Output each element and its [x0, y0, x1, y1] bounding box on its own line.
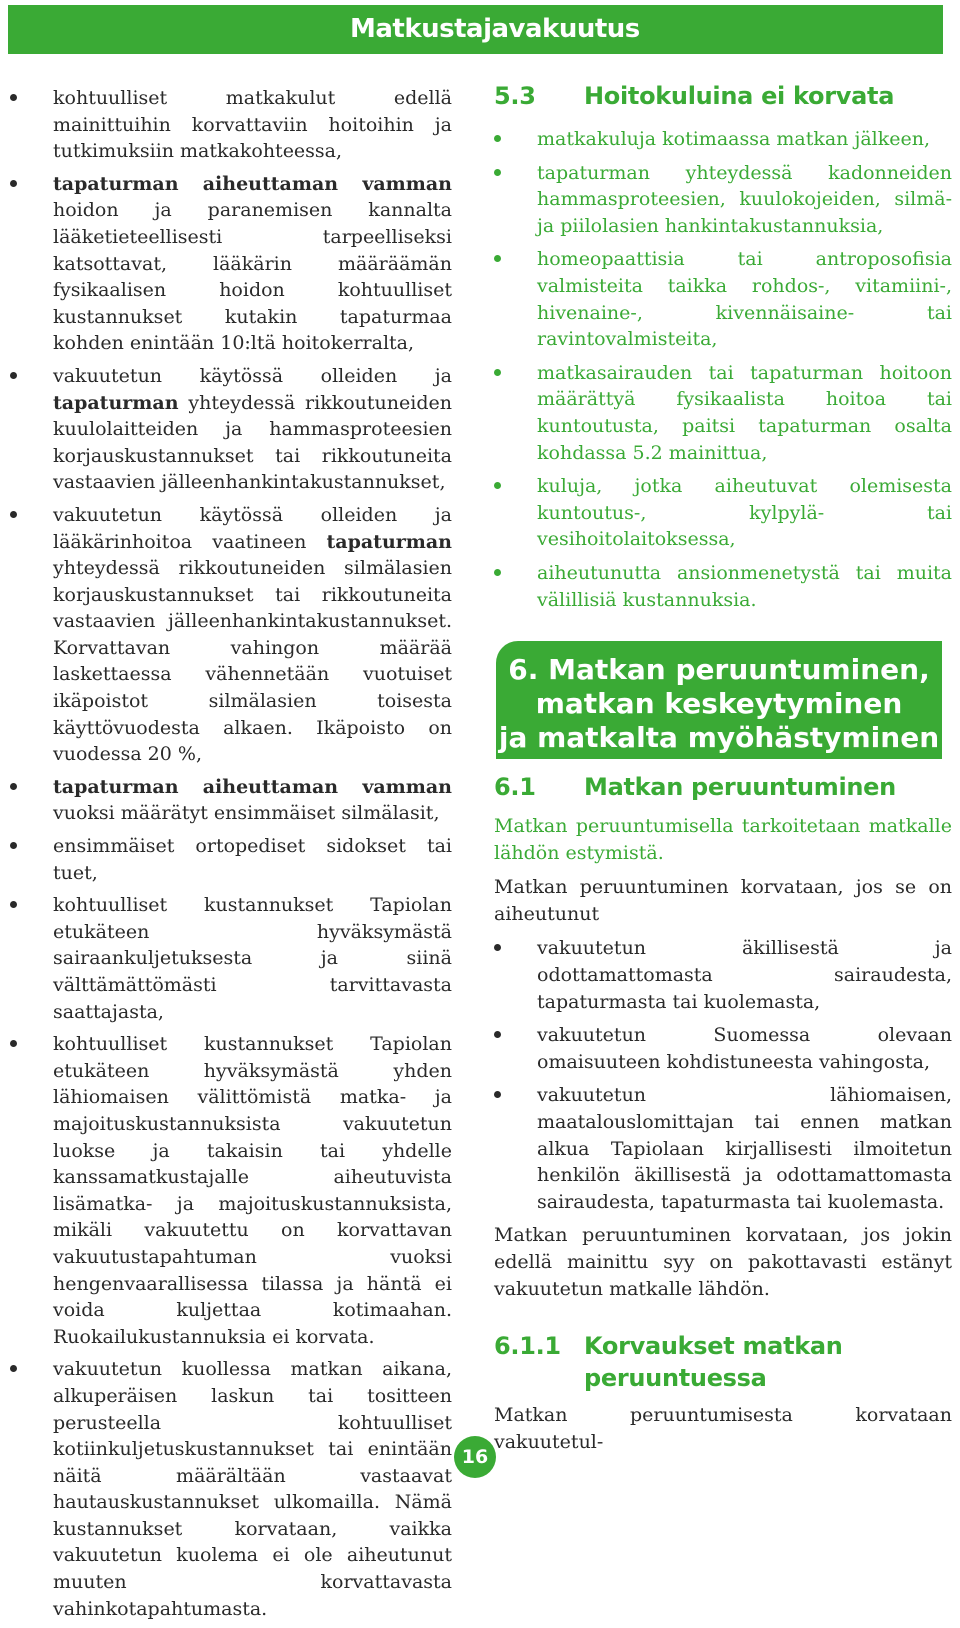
- page-title: Matkustajavakuutus: [350, 14, 640, 44]
- list-item: ensimmäiset ortopediset sidokset tai tuet,: [10, 833, 452, 886]
- list-item: kohtuulliset kustannukset Tapiolan etukäteen hyväksymästä yhden lähiomaisen välittömistä matka- ja majoituskustannuksista vakuutetun luokse ja takaisin tai yhdelle kanssamatkustajalle aiheutuvista lisämatka- ja majoituskustannuksista, mikäli vakuutettu on korvattavan vakuutustapahtuman vuoksi hengenvaarallisessa tilassa ja häntä ei voida kuljettaa kotimaahan. Ruokailukustannuksia ei korvata.: [10, 1031, 452, 1350]
- chapter-title-line: matkan keskeytyminen: [535, 687, 903, 721]
- right-column: [494, 80, 952, 1455]
- list-item: vakuutetun käytössä olleiden ja tapaturman yhteydessä rikkoutuneiden kuulolaitteiden ja hammasproteesien korjauskustannukset tai rikkoutuneita vastaavien jälleenhankintakustannukset,: [10, 363, 452, 496]
- definition-text: Matkan peruuntumisella tarkoitetaan matkalle lähdön estymistä.: [494, 815, 952, 864]
- list-item: vakuutetun käytössä olleiden ja lääkärinhoitoa vaatineen tapaturman yhteydessä rikkoutuneiden silmälasien korjauskustannukset tai rikkoutuneita vastaavien jälleenhankintakustannukset. Korvattavan vahingon määrää laskettaessa vähennetään vuotuiset ikäpoistot silmälasien toisesta käyttövuodesta alkaen. Ikäpoisto on vuodessa 20 %,: [10, 502, 452, 768]
- list-item: tapaturman yhteydessä kadonneiden hammasproteesien, kuulokojeiden, silmä- ja piilolasien hankintakustannuksia,: [494, 160, 952, 240]
- list-item: vakuutetun Suomessa olevaan omaisuuteen kohdistuneesta vahingosta,: [494, 1022, 952, 1075]
- intro-text: Matkan peruuntuminen korvataan, jos se on aiheutunut: [494, 876, 952, 925]
- list-item: vakuutetun kuollessa matkan aikana, alkuperäisen laskun tai tositteen perusteella kohtuulliset kotiinkuljetuskustannukset tai enintään näitä määrältään vastaavat hautauskustannukset ulkomailla. Nämä kustannukset korvataan, vaikka vakuutetun kuolema ei ole aiheutunut muuten korvattavasta vahinkotapahtumasta.: [10, 1356, 452, 1622]
- page-number: 16: [454, 1436, 496, 1478]
- section-title: Hoitokuluina ei korvata: [584, 82, 895, 110]
- section-6-1-heading: [494, 771, 952, 803]
- section-5-3-heading: [494, 80, 952, 112]
- list-item: vakuutetun lähiomaisen, maatalouslomittajan tai ennen matkan alkua Tapiolaan kirjallisesti ilmoitetun henkilön äkillisestä ja odottamattomasta sairaudesta, tapaturmasta tai kuolemasta.: [494, 1082, 952, 1215]
- chapter-6-heading: [496, 641, 942, 759]
- section-text: Matkan peruuntumisesta korvataan vakuutetul-: [494, 1404, 952, 1453]
- chapter-title-line: 6. Matkan peruuntuminen,: [508, 653, 930, 687]
- closing-text: Matkan peruuntuminen korvataan, jos jokin edellä mainittu syy on pakottavasti estänyt vakuutetun matkalle lähdön.: [494, 1224, 952, 1300]
- list-item: vakuutetun äkillisestä ja odottamattomasta sairaudesta, tapaturmasta tai kuolemasta,: [494, 935, 952, 1015]
- not-covered-list: [494, 126, 952, 613]
- section-title-line: Korvaukset matkan: [584, 1332, 843, 1361]
- section-number: 6.1: [494, 773, 536, 802]
- list-item: kuluja, jotka aiheutuvat olemisesta kuntoutus-, kylpylä- tai vesihoitolaitoksessa,: [494, 473, 952, 553]
- section-6-1-1-heading: [494, 1330, 952, 1394]
- list-item: kohtuulliset kustannukset Tapiolan etukäteen hyväksymästä sairaankuljetuksesta ja siinä välttämättömästi tarvittavasta saattajasta,: [10, 892, 452, 1025]
- section-number: 5.3: [494, 82, 536, 110]
- chapter-title-line: ja matkalta myöhästyminen: [498, 721, 940, 755]
- list-item: matkasairauden tai tapaturman hoitoon määrättyä fysikaalista hoitoa tai kuntoutusta, paitsi tapaturman osalta kohdassa 5.2 mainittua,: [494, 360, 952, 466]
- list-item: matkakuluja kotimaassa matkan jälkeen,: [494, 126, 952, 153]
- list-item: tapaturman aiheuttaman vamman vuoksi määrätyt ensimmäiset silmälasit,: [10, 774, 452, 827]
- section-title-line: peruuntuessa: [584, 1364, 767, 1393]
- list-item: homeopaattisia tai antroposofisia valmisteita taikka rohdos-, vitamiini-, hivenaine-, kivennäisaine- tai ravintovalmisteita,: [494, 246, 952, 352]
- list-item: aiheutunutta ansionmenetystä tai muita välillisiä kustannuksia.: [494, 560, 952, 613]
- section-title: Matkan peruuntuminen: [584, 773, 896, 802]
- left-column: [10, 85, 452, 1628]
- section-number: 6.1.1: [494, 1332, 561, 1361]
- list-item: tapaturman aiheuttaman vamman hoidon ja paranemisen kannalta lääketieteellisesti tarpeelliseksi katsottavat, lääkärin määräämän fysikaalisen hoidon kohtuulliset kustannukset kutakin tapaturmaa kohden enintään 10:ltä hoitokerralta,: [10, 171, 452, 357]
- cancellation-causes-list: [494, 935, 952, 1215]
- covered-costs-list: [10, 85, 452, 1622]
- list-item: kohtuulliset matkakulut edellä mainittuihin korvattaviin hoitoihin ja tutkimuksiin matkakohteessa,: [10, 85, 452, 165]
